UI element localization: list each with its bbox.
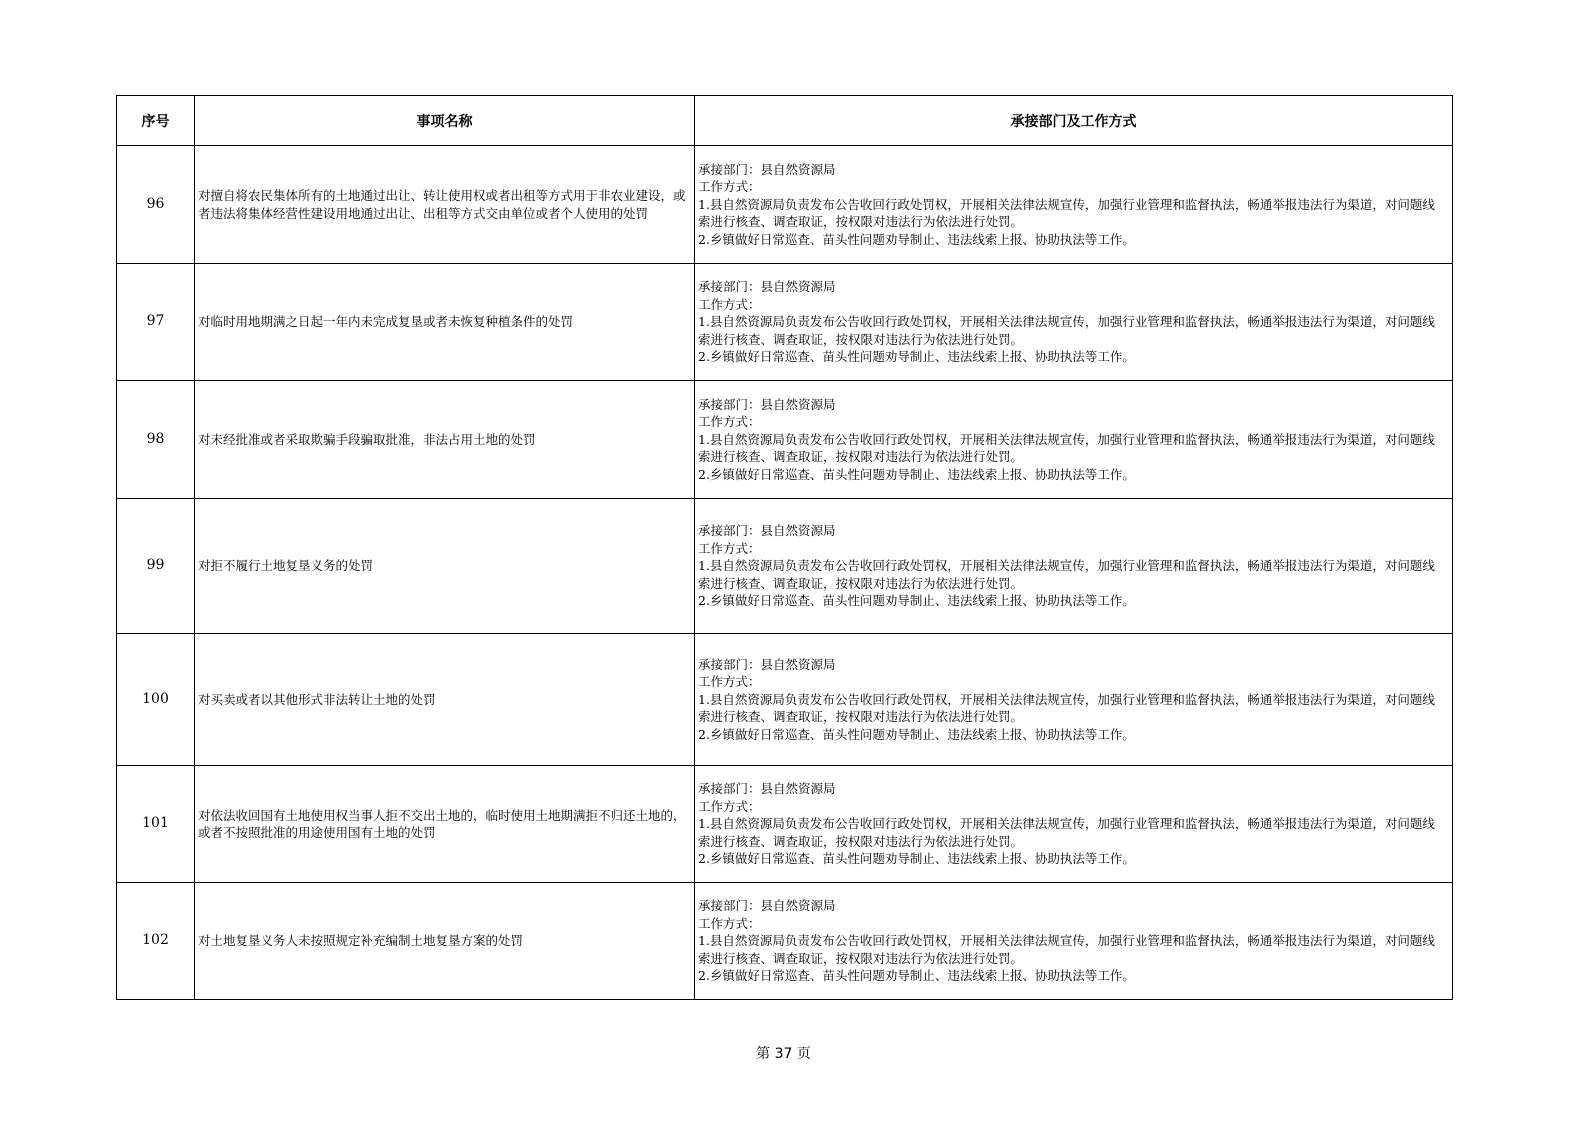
method-step-1: 1.县自然资源局负责发布公告收回行政处罚权，开展相关法律法规宣传，加强行业管理和监督执法，畅通举报违法行为渠道，对问题线索进行核查、调查取证，按权限对违法行为依法进行处罚。 [698, 691, 1435, 725]
dept-name: 承接部门：县自然资源局 [698, 781, 836, 797]
row-item-name: 对未经批准或者采取欺骗手段骗取批准，非法占用土地的处罚 [195, 381, 695, 499]
dept-name: 承接部门：县自然资源局 [698, 279, 836, 295]
row-dept-method [695, 883, 1453, 1000]
row-dept-method [695, 766, 1453, 883]
method-step-1: 1.县自然资源局负责发布公告收回行政处罚权，开展相关法律法规宣传，加强行业管理和监督执法，畅通举报违法行为渠道，对问题线索进行核查、调查取证，按权限对违法行为依法进行处罚。 [698, 933, 1435, 966]
method-step-1: 1.县自然资源局负责发布公告收回行政处罚权，开展相关法律法规宣传，加强行业管理和监督执法，畅通举报违法行为渠道，对问题线索进行核查、调查取证，按权限对违法行为依法进行处罚。 [698, 816, 1435, 849]
method-label: 工作方式： [698, 414, 761, 430]
dept-name: 承接部门：县自然资源局 [698, 396, 836, 412]
row-dept-method [695, 634, 1453, 766]
method-step-2: 2.乡镇做好日常巡查、苗头性问题劝导制止、违法线索上报、协助执法等工作。 [698, 593, 1135, 609]
table-row [117, 381, 1453, 499]
method-label: 工作方式： [698, 179, 761, 195]
row-dept-method [695, 381, 1453, 499]
method-step-2: 2.乡镇做好日常巡查、苗头性问题劝导制止、违法线索上报、协助执法等工作。 [698, 851, 1135, 867]
row-number: 97 [117, 264, 195, 381]
method-step-2: 2.乡镇做好日常巡查、苗头性问题劝导制止、违法线索上报、协助执法等工作。 [698, 968, 1135, 984]
row-number: 96 [117, 146, 195, 264]
method-step-2: 2.乡镇做好日常巡查、苗头性问题劝导制止、违法线索上报、协助执法等工作。 [698, 231, 1135, 247]
method-step-1: 1.县自然资源局负责发布公告收回行政处罚权，开展相关法律法规宣传，加强行业管理和监督执法，畅通举报违法行为渠道，对问题线索进行核查、调查取证，按权限对违法行为依法进行处罚。 [698, 558, 1435, 591]
table-row [117, 499, 1453, 634]
header-item-name: 事项名称 [195, 96, 695, 146]
row-item-name: 对擅自将农民集体所有的土地通过出让、转让使用权或者出租等方式用于非农业建设，或者违法将集体经营性建设用地通过出让、出租等方式交由单位或者个人使用的处罚 [195, 146, 695, 264]
table-row [117, 264, 1453, 381]
method-step-1: 1.县自然资源局负责发布公告收回行政处罚权，开展相关法律法规宣传，加强行业管理和监督执法，畅通举报违法行为渠道，对问题线索进行核查、调查取证，按权限对违法行为依法进行处罚。 [698, 431, 1435, 465]
table-row [117, 883, 1453, 1000]
row-number: 101 [117, 766, 195, 883]
row-dept-method [695, 146, 1453, 264]
row-dept-method [695, 264, 1453, 381]
row-item-name: 对临时用地期满之日起一年内未完成复垦或者未恢复种植条件的处罚 [195, 264, 695, 381]
method-label: 工作方式： [698, 674, 761, 690]
page-number: 第 37 页 [756, 1046, 811, 1062]
method-step-2: 2.乡镇做好日常巡查、苗头性问题劝导制止、违法线索上报、协助执法等工作。 [698, 726, 1135, 742]
dept-name: 承接部门：县自然资源局 [698, 161, 836, 177]
row-dept-method [695, 499, 1453, 634]
row-number: 100 [117, 634, 195, 766]
table-row [117, 766, 1453, 883]
dept-name: 承接部门：县自然资源局 [698, 523, 836, 539]
table-row [117, 634, 1453, 766]
method-step-1: 1.县自然资源局负责发布公告收回行政处罚权，开展相关法律法规宣传，加强行业管理和监督执法，畅通举报违法行为渠道，对问题线索进行核查、调查取证，按权限对违法行为依法进行处罚。 [698, 196, 1435, 230]
method-step-1: 1.县自然资源局负责发布公告收回行政处罚权，开展相关法律法规宣传，加强行业管理和监督执法，畅通举报违法行为渠道，对问题线索进行核查、调查取证，按权限对违法行为依法进行处罚。 [698, 314, 1435, 347]
method-label: 工作方式： [698, 540, 761, 556]
method-label: 工作方式： [698, 915, 761, 931]
method-step-2: 2.乡镇做好日常巡查、苗头性问题劝导制止、违法线索上报、协助执法等工作。 [698, 466, 1135, 482]
row-item-name: 对土地复垦义务人未按照规定补充编制土地复垦方案的处罚 [195, 883, 695, 1000]
header-number: 序号 [117, 96, 195, 146]
dept-name: 承接部门：县自然资源局 [698, 656, 836, 672]
method-step-2: 2.乡镇做好日常巡查、苗头性问题劝导制止、违法线索上报、协助执法等工作。 [698, 349, 1135, 365]
row-item-name: 对依法收回国有土地使用权当事人拒不交出土地的，临时使用土地期满拒不归还土地的，或者不按照批准的用途使用国有土地的处罚 [195, 766, 695, 883]
row-item-name: 对拒不履行土地复垦义务的处罚 [195, 499, 695, 634]
method-label: 工作方式： [698, 296, 761, 312]
table-row [117, 146, 1453, 264]
table-header-row [117, 96, 1453, 146]
dept-name: 承接部门：县自然资源局 [698, 898, 836, 914]
row-number: 99 [117, 499, 195, 634]
row-number: 98 [117, 381, 195, 499]
header-dept-and-method: 承接部门及工作方式 [695, 96, 1453, 146]
row-number: 102 [117, 883, 195, 1000]
items-table [116, 95, 1453, 1000]
row-item-name: 对买卖或者以其他形式非法转让土地的处罚 [195, 634, 695, 766]
method-label: 工作方式： [698, 798, 761, 814]
